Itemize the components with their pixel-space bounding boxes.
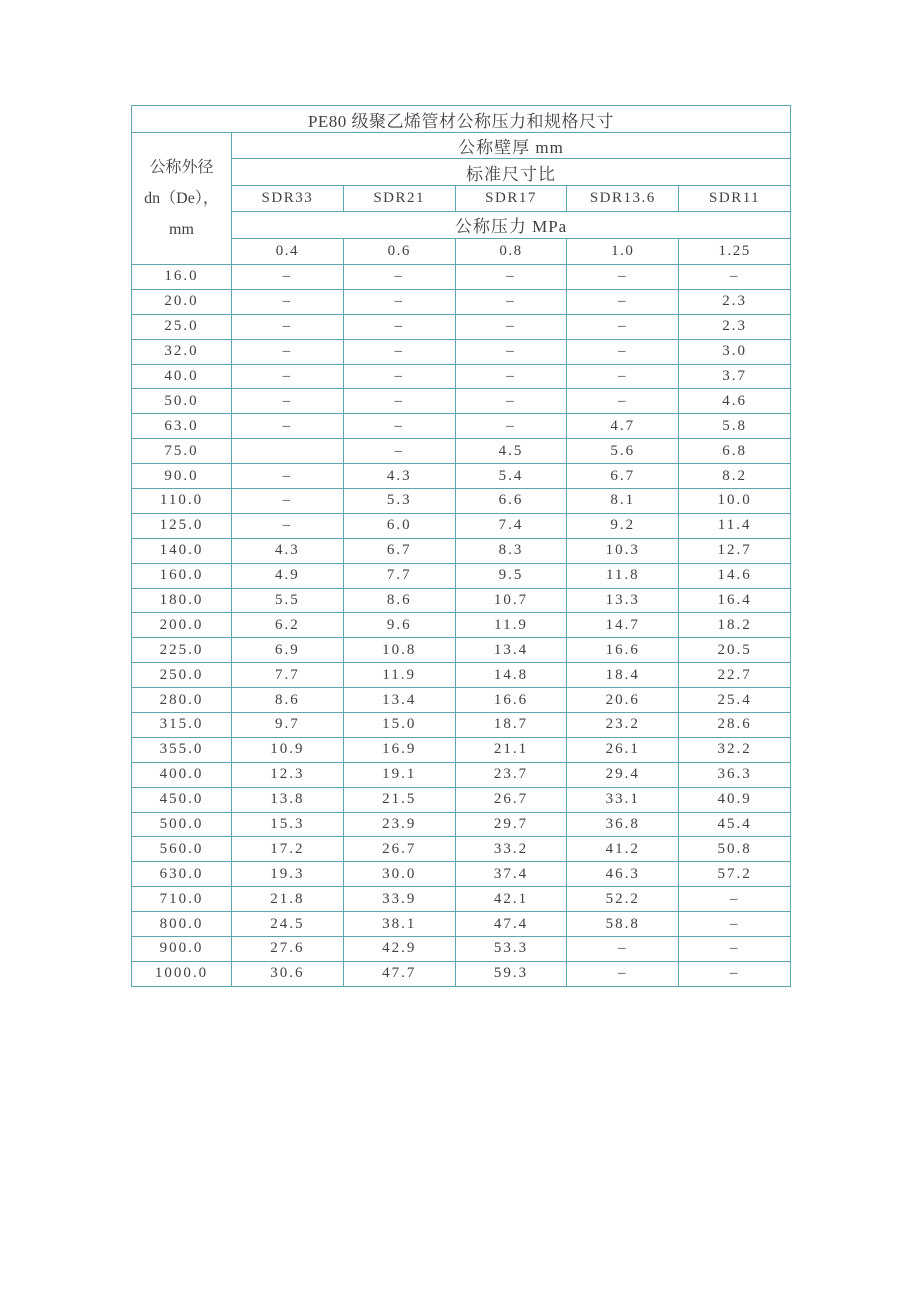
table-row <box>132 414 791 439</box>
value-cell: 13.4 <box>343 688 455 713</box>
value-cell: – <box>232 314 344 339</box>
value-cell: 25.4 <box>679 688 791 713</box>
sdr-column-header-sdr21: SDR21 <box>343 185 455 211</box>
value-cell: 9.6 <box>343 613 455 638</box>
value-cell: 29.4 <box>567 762 679 787</box>
value-cell: – <box>232 389 344 414</box>
value-cell: 2.3 <box>679 289 791 314</box>
sdr-ratio-header: 标准尺寸比 <box>232 159 791 185</box>
table-row <box>132 712 791 737</box>
dn-cell: 32.0 <box>132 339 232 364</box>
value-cell: 33.9 <box>343 887 455 912</box>
value-cell: 8.6 <box>232 688 344 713</box>
value-cell: 53.3 <box>455 937 567 962</box>
value-cell: – <box>232 513 344 538</box>
value-cell: 16.6 <box>567 638 679 663</box>
value-cell: 10.3 <box>567 538 679 563</box>
value-cell: 26.7 <box>343 837 455 862</box>
value-cell: 10.7 <box>455 588 567 613</box>
dn-cell: 63.0 <box>132 414 232 439</box>
value-cell: 23.7 <box>455 762 567 787</box>
value-cell: 7.7 <box>343 563 455 588</box>
value-cell: 27.6 <box>232 937 344 962</box>
value-cell: – <box>679 937 791 962</box>
dn-cell: 16.0 <box>132 264 232 289</box>
value-cell: – <box>343 314 455 339</box>
value-cell: 38.1 <box>343 912 455 937</box>
value-cell: 4.5 <box>455 439 567 464</box>
value-cell: 6.2 <box>232 613 344 638</box>
dn-cell: 630.0 <box>132 862 232 887</box>
dn-cell: 25.0 <box>132 314 232 339</box>
value-cell: 11.9 <box>455 613 567 638</box>
value-cell: 4.6 <box>679 389 791 414</box>
value-cell: 50.8 <box>679 837 791 862</box>
value-cell: 36.8 <box>567 812 679 837</box>
value-cell: 11.9 <box>343 663 455 688</box>
value-cell: 17.2 <box>232 837 344 862</box>
value-cell: 5.6 <box>567 439 679 464</box>
pressure-header: 公称压力 MPa <box>232 212 791 238</box>
value-cell: – <box>567 289 679 314</box>
table-row <box>132 812 791 837</box>
value-cell: 19.1 <box>343 762 455 787</box>
value-cell: 13.3 <box>567 588 679 613</box>
value-cell: 19.3 <box>232 862 344 887</box>
table-row <box>132 638 791 663</box>
value-cell: – <box>343 364 455 389</box>
value-cell: 16.4 <box>679 588 791 613</box>
dn-cell: 160.0 <box>132 563 232 588</box>
value-cell: 5.4 <box>455 464 567 489</box>
pressure-value-cell: 1.0 <box>567 238 679 264</box>
value-cell: 21.5 <box>343 787 455 812</box>
table-row <box>132 887 791 912</box>
pressure-value-cell: 0.8 <box>455 238 567 264</box>
value-cell: 9.7 <box>232 712 344 737</box>
value-cell: 52.2 <box>567 887 679 912</box>
value-cell: 47.7 <box>343 961 455 986</box>
value-cell: 36.3 <box>679 762 791 787</box>
dn-cell: 355.0 <box>132 737 232 762</box>
table-row <box>132 787 791 812</box>
dn-cell: 800.0 <box>132 912 232 937</box>
table-row <box>132 364 791 389</box>
dn-cell: 180.0 <box>132 588 232 613</box>
value-cell: – <box>232 464 344 489</box>
value-cell: 16.6 <box>455 688 567 713</box>
value-cell: – <box>567 364 679 389</box>
value-cell: 11.8 <box>567 563 679 588</box>
table-row <box>132 688 791 713</box>
value-cell: 9.2 <box>567 513 679 538</box>
value-cell: 5.5 <box>232 588 344 613</box>
value-cell: – <box>232 339 344 364</box>
outer-diameter-header <box>132 133 232 265</box>
value-cell: 20.5 <box>679 638 791 663</box>
value-cell: 4.3 <box>343 464 455 489</box>
table-body <box>132 264 791 986</box>
value-cell: 8.6 <box>343 588 455 613</box>
value-cell: 15.0 <box>343 712 455 737</box>
dn-cell: 50.0 <box>132 389 232 414</box>
value-cell: 8.1 <box>567 488 679 513</box>
value-cell: 11.4 <box>679 513 791 538</box>
value-cell: – <box>455 414 567 439</box>
table-row <box>132 762 791 787</box>
value-cell: – <box>232 364 344 389</box>
value-cell: 6.7 <box>343 538 455 563</box>
table-row <box>132 563 791 588</box>
value-cell: 26.1 <box>567 737 679 762</box>
pressure-value-cell: 0.4 <box>232 238 344 264</box>
dn-cell: 315.0 <box>132 712 232 737</box>
table-row <box>132 513 791 538</box>
value-cell: 6.7 <box>567 464 679 489</box>
dn-cell: 90.0 <box>132 464 232 489</box>
dn-cell: 560.0 <box>132 837 232 862</box>
dn-cell: 40.0 <box>132 364 232 389</box>
dn-cell: 140.0 <box>132 538 232 563</box>
dn-cell: 280.0 <box>132 688 232 713</box>
table-row <box>132 961 791 986</box>
value-cell: 8.3 <box>455 538 567 563</box>
value-cell: 4.9 <box>232 563 344 588</box>
dn-cell: 110.0 <box>132 488 232 513</box>
sdr-column-header-sdr13-6: SDR13.6 <box>567 185 679 211</box>
value-cell: 3.0 <box>679 339 791 364</box>
value-cell: 5.8 <box>679 414 791 439</box>
value-cell: 7.7 <box>232 663 344 688</box>
value-cell: 6.6 <box>455 488 567 513</box>
sdr-column-header-sdr33: SDR33 <box>232 185 344 211</box>
dn-cell: 250.0 <box>132 663 232 688</box>
value-cell: – <box>232 488 344 513</box>
value-cell: – <box>232 289 344 314</box>
value-cell: 47.4 <box>455 912 567 937</box>
value-cell: – <box>567 264 679 289</box>
table-row <box>132 439 791 464</box>
value-cell: 10.9 <box>232 737 344 762</box>
table-row <box>132 314 791 339</box>
value-cell: 42.9 <box>343 937 455 962</box>
table-row <box>132 613 791 638</box>
table-row <box>132 339 791 364</box>
value-cell: 23.9 <box>343 812 455 837</box>
value-cell: 14.8 <box>455 663 567 688</box>
outer-diameter-line3: mm <box>169 220 194 238</box>
table-row <box>132 538 791 563</box>
value-cell: 40.9 <box>679 787 791 812</box>
value-cell: 6.9 <box>232 638 344 663</box>
dn-cell: 225.0 <box>132 638 232 663</box>
value-cell: – <box>455 314 567 339</box>
value-cell: 4.7 <box>567 414 679 439</box>
value-cell: 2.3 <box>679 314 791 339</box>
outer-diameter-line1: 公称外径 <box>149 158 214 176</box>
value-cell: – <box>343 439 455 464</box>
dn-cell: 900.0 <box>132 937 232 962</box>
table-row <box>132 663 791 688</box>
sdr-column-header-sdr17: SDR17 <box>455 185 567 211</box>
table-row <box>132 488 791 513</box>
outer-diameter-line2: dn（De）， <box>144 189 219 207</box>
table-row <box>132 289 791 314</box>
value-cell: – <box>343 339 455 364</box>
value-cell: – <box>455 289 567 314</box>
value-cell: 59.3 <box>455 961 567 986</box>
dn-cell: 400.0 <box>132 762 232 787</box>
value-cell: 30.0 <box>343 862 455 887</box>
table-row <box>132 464 791 489</box>
value-cell: 58.8 <box>567 912 679 937</box>
value-cell: – <box>679 264 791 289</box>
dn-cell: 125.0 <box>132 513 232 538</box>
value-cell: 13.8 <box>232 787 344 812</box>
value-cell: 8.2 <box>679 464 791 489</box>
value-cell: 28.6 <box>679 712 791 737</box>
value-cell: – <box>679 887 791 912</box>
value-cell: 33.2 <box>455 837 567 862</box>
pressure-value-cell: 1.25 <box>679 238 791 264</box>
value-cell: 41.2 <box>567 837 679 862</box>
value-cell: 10.8 <box>343 638 455 663</box>
table-row <box>132 389 791 414</box>
dn-cell: 20.0 <box>132 289 232 314</box>
dn-cell: 1000.0 <box>132 961 232 986</box>
table-row <box>132 837 791 862</box>
value-cell: 4.3 <box>232 538 344 563</box>
header-row-wall-thickness <box>132 133 791 159</box>
sdr-column-header-sdr11: SDR11 <box>679 185 791 211</box>
value-cell <box>232 439 344 464</box>
value-cell: – <box>567 389 679 414</box>
table-row <box>132 862 791 887</box>
value-cell: 32.2 <box>679 737 791 762</box>
wall-thickness-header: 公称壁厚 mm <box>232 133 791 159</box>
dn-cell: 200.0 <box>132 613 232 638</box>
value-cell: 18.4 <box>567 663 679 688</box>
table-row <box>132 912 791 937</box>
value-cell: – <box>679 961 791 986</box>
value-cell: 26.7 <box>455 787 567 812</box>
value-cell: 10.0 <box>679 488 791 513</box>
value-cell: 12.7 <box>679 538 791 563</box>
value-cell: – <box>567 339 679 364</box>
value-cell: 18.2 <box>679 613 791 638</box>
value-cell: 13.4 <box>455 638 567 663</box>
value-cell: 9.5 <box>455 563 567 588</box>
value-cell: – <box>232 264 344 289</box>
value-cell: – <box>232 414 344 439</box>
value-cell: – <box>455 339 567 364</box>
value-cell: 7.4 <box>455 513 567 538</box>
value-cell: 57.2 <box>679 862 791 887</box>
value-cell: 14.7 <box>567 613 679 638</box>
value-cell: – <box>455 264 567 289</box>
table-row <box>132 588 791 613</box>
value-cell: 24.5 <box>232 912 344 937</box>
value-cell: – <box>567 314 679 339</box>
value-cell: 22.7 <box>679 663 791 688</box>
value-cell: 21.8 <box>232 887 344 912</box>
value-cell: – <box>343 264 455 289</box>
value-cell: – <box>343 389 455 414</box>
value-cell: 37.4 <box>455 862 567 887</box>
table-row <box>132 737 791 762</box>
value-cell: 15.3 <box>232 812 344 837</box>
value-cell: – <box>567 937 679 962</box>
value-cell: 6.0 <box>343 513 455 538</box>
table-title: PE80 级聚乙烯管材公称压力和规格尺寸 <box>132 106 791 133</box>
value-cell: 42.1 <box>455 887 567 912</box>
value-cell: – <box>343 289 455 314</box>
value-cell: 45.4 <box>679 812 791 837</box>
value-cell: – <box>679 912 791 937</box>
value-cell: 16.9 <box>343 737 455 762</box>
value-cell: – <box>343 414 455 439</box>
value-cell: 23.2 <box>567 712 679 737</box>
value-cell: – <box>567 961 679 986</box>
value-cell: 46.3 <box>567 862 679 887</box>
value-cell: 29.7 <box>455 812 567 837</box>
dn-cell: 75.0 <box>132 439 232 464</box>
value-cell: 21.1 <box>455 737 567 762</box>
value-cell: 18.7 <box>455 712 567 737</box>
value-cell: 14.6 <box>679 563 791 588</box>
value-cell: 20.6 <box>567 688 679 713</box>
value-cell: 3.7 <box>679 364 791 389</box>
title-row <box>132 106 791 133</box>
table-row <box>132 937 791 962</box>
value-cell: 33.1 <box>567 787 679 812</box>
value-cell: 12.3 <box>232 762 344 787</box>
value-cell: 5.3 <box>343 488 455 513</box>
value-cell: – <box>455 364 567 389</box>
dn-cell: 450.0 <box>132 787 232 812</box>
pipe-spec-table <box>131 105 791 987</box>
pressure-value-cell: 0.6 <box>343 238 455 264</box>
dn-cell: 500.0 <box>132 812 232 837</box>
value-cell: 30.6 <box>232 961 344 986</box>
dn-cell: 710.0 <box>132 887 232 912</box>
table-row <box>132 264 791 289</box>
value-cell: – <box>455 389 567 414</box>
value-cell: 6.8 <box>679 439 791 464</box>
